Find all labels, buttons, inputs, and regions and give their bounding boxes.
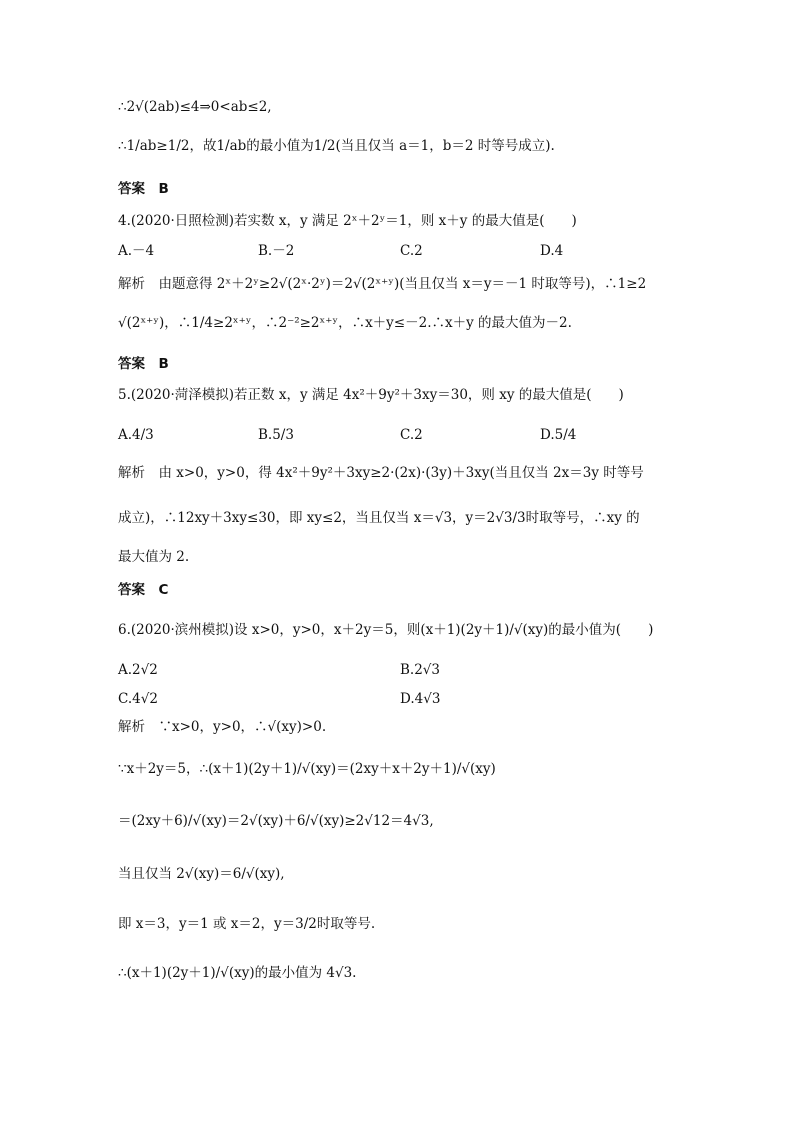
q4-option-c: C.2 xyxy=(400,243,423,259)
q6-option-b: B.2√3 xyxy=(400,662,440,678)
answer-label-q5: 答案 C xyxy=(118,582,169,598)
q6-solution-line-4: 当且仅当 2√(xy)＝6/√(xy), xyxy=(118,866,285,882)
q4-option-d: D.4 xyxy=(540,243,564,259)
q5-solution-line-2: 成立)，∴12xy＋3xy≤30，即 xy≤2，当且仅当 x＝√3，y＝2√3/3时取等号，∴xy 的 xyxy=(118,510,640,526)
q4-option-b: B.－2 xyxy=(258,243,295,259)
q5-solution-line-1: 解析 由 x>0，y>0，得 4x²＋9y²＋3xy≥2·(2x)·(3y)＋3xy(当且仅当 2x＝3y 时等号 xyxy=(118,465,644,481)
q5-option-a: A.4/3 xyxy=(118,427,154,443)
q6-option-d: D.4√3 xyxy=(400,691,441,707)
q6-option-c: C.4√2 xyxy=(118,691,158,707)
q4-solution-line-1: 解析 由题意得 2ˣ＋2ʸ≥2√(2ˣ·2ʸ)＝2√(2ˣ⁺ʸ)(当且仅当 x＝y＝－1 时取等号)，∴1≥2 xyxy=(118,276,647,292)
answer-label-q3: 答案 B xyxy=(118,181,169,197)
q6-solution-line-2: ∵x＋2y＝5，∴(x＋1)(2y＋1)/√(xy)＝(2xy＋x＋2y＋1)/√(xy) xyxy=(118,761,496,777)
q4-option-a: A.－4 xyxy=(118,243,155,259)
q5-solution-line-3: 最大值为 2. xyxy=(118,549,190,565)
solution-line-2: ∴1/ab≥1/2，故1/ab的最小值为1/2(当且仅当 a＝1，b＝2 时等号成立). xyxy=(118,138,555,154)
question-5: 5.(2020·菏泽模拟)若正数 x，y 满足 4x²＋9y²＋3xy＝30，则 xy 的最大值是( ) xyxy=(118,387,624,403)
q6-option-a: A.2√2 xyxy=(118,662,158,678)
solution-line-1: ∴2√(2ab)≤4⇒0<ab≤2, xyxy=(118,99,272,115)
q6-solution-line-5: 即 x＝3，y＝1 或 x＝2，y＝3/2时取等号. xyxy=(118,916,376,932)
q6-solution-line-1: 解析 ∵x>0，y>0，∴√(xy)>0. xyxy=(118,719,327,735)
q6-solution-line-3: ＝(2xy＋6)/√(xy)＝2√(xy)＋6/√(xy)≥2√12＝4√3, xyxy=(118,813,434,829)
q6-solution-line-6: ∴(x＋1)(2y＋1)/√(xy)的最小值为 4√3. xyxy=(118,965,357,981)
answer-label-q4: 答案 B xyxy=(118,356,169,372)
q5-option-d: D.5/4 xyxy=(540,427,577,443)
question-4: 4.(2020·日照检测)若实数 x，y 满足 2ˣ＋2ʸ＝1，则 x＋y 的最大值是( ) xyxy=(118,213,577,229)
q5-option-b: B.5/3 xyxy=(258,427,294,443)
q4-solution-line-2: √(2ˣ⁺ʸ)，∴1/4≥2ˣ⁺ʸ，∴2⁻²≥2ˣ⁺ʸ，∴x＋y≤－2.∴x＋y 的最大值为－2. xyxy=(118,315,572,331)
question-6: 6.(2020·滨州模拟)设 x>0，y>0，x＋2y＝5，则(x＋1)(2y＋1)/√(xy)的最小值为( ) xyxy=(118,622,654,638)
q5-option-c: C.2 xyxy=(400,427,423,443)
